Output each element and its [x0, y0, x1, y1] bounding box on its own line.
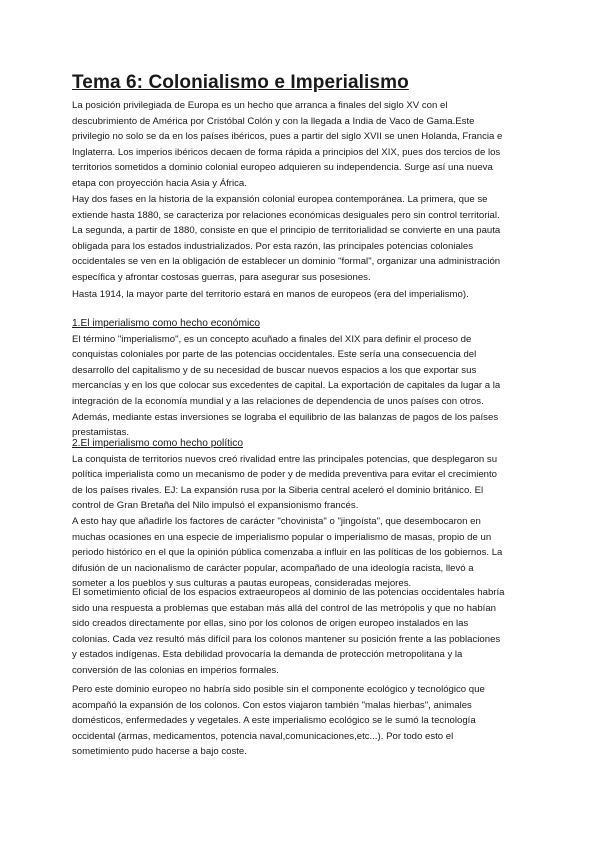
- text-line: sometimiento pudo hacerse a bajo coste.: [72, 746, 247, 758]
- text-line: domésticos, enfermedades y vegetales. A este imperialismo ecológico se le sumó la tecnología: [72, 715, 476, 727]
- text-line: acompañó la expansión de los colonos. Con estos viajaron también "malas hierbas", animales: [72, 699, 472, 711]
- text-line: extiende hasta 1880, se caracteriza por relaciones económicas desiguales pero sin control territorial.: [72, 209, 500, 221]
- text-line: colonias. Cada vez resultó más difícil para los colonos mantener su posición frente a las poblaciones: [72, 633, 501, 645]
- paragraph-phases: [72, 192, 532, 286]
- text-line: occidental (armas, medicamentos, potencia naval,comunicaciones,etc...). Por todo esto el: [72, 730, 454, 742]
- paragraph-1914: [72, 287, 532, 303]
- text-line: prestamistas.: [72, 427, 130, 439]
- section-economic: [72, 316, 532, 441]
- section-heading-political: 2.El imperialismo como hecho político: [72, 438, 243, 449]
- text-line: y estados indígenas. Esta debilidad provocaría la demanda de protección metropolitana y la: [72, 649, 463, 661]
- text-line: específica y afrontar costosas guerras, para asegurar sus posesiones.: [72, 271, 371, 283]
- text-line: control de Gran Bretaña del Nilo impulsó el expansionismo francés.: [72, 500, 359, 512]
- document-title: Tema 6: Colonialismo e Imperialismo: [72, 72, 409, 93]
- text-line: conversión de las colonias en imperios formales.: [72, 664, 279, 676]
- text-line: privilegio no solo se da en los países ibéricos, pues a partir del siglo XVII se unen Holanda, Francia e: [72, 131, 503, 143]
- text-line: conquistas coloniales por parte de las potencias occidentales. Este sería una consecuencia del: [72, 349, 477, 361]
- text-line: La posición privilegiada de Europa es un hecho que arranca a finales del siglo XV con el: [72, 100, 448, 111]
- text-line: Pero este dominio europeo no habría sido posible sin el componente ecológico y tecnológico que: [72, 684, 485, 695]
- text-line: La conquista de territorios nuevos creó rivalidad entre las principales potencias, que desplegaron su: [72, 453, 498, 465]
- paragraph-subjugation: [72, 585, 532, 679]
- text-line: política imperialista como un mecanismo de poder y de medida preventiva para evitar el crecimiento: [72, 469, 497, 481]
- text-line: A esto hay que añadirle los factores de carácter "chovinista" o "jingoísta", que desembocaron en: [72, 515, 481, 527]
- text-line: sido una respuesta a problemas que estaban más allá del control de las metrópolis y que no habían: [72, 602, 496, 614]
- text-line: La segunda, a partir de 1880, consiste en que el principio de territorialidad se convierte en una pauta: [72, 225, 501, 237]
- text-line: Además, mediante estas inversiones se lograba el equilibrio de las balanzas de pagos de los países: [72, 411, 499, 423]
- text-line: difusión de un nacionalismo de carácter popular, acompañado de una ideología racista, llevó a: [72, 562, 474, 574]
- text-line: sido creados directamente por ellas, sino por los colonos de origen europeo instalados en las: [72, 618, 469, 630]
- text-line: desarrollo del capitalismo y de su necesidad de buscar nuevos espacios a los que exportar sus: [72, 364, 477, 376]
- text-line: etapa con proyección hacia Asia y África.: [72, 177, 247, 189]
- text-line: mercancías y en los que colocar sus excedentes de capital. La exportación de capitales da lugar a la: [72, 380, 501, 392]
- section-heading-economic: 1.El imperialismo como hecho económico: [72, 318, 260, 329]
- text-line: de los países rivales. EJ: La expansión rusa por la Siberia central aceleró el dominio británico. El: [72, 484, 484, 496]
- text-line: Hay dos fases en la historia de la expansión colonial europea contemporánea. La primera, que se: [72, 194, 488, 205]
- text-line: integración de la economía mundial y a las relaciones de dependencia de unos países con otros.: [72, 395, 484, 407]
- text-line: territorios sometidos a dominio colonial europeo adquieren su independencia. Surge así una nueva: [72, 162, 493, 174]
- text-line: Inglaterra. Los imperios ibéricos decaen de forma rápida a principios del XIX, pues dos tercios de los: [72, 146, 501, 158]
- text-line: occidentales se ven en la obligación de establecer un dominio "formal", organizar una administración: [72, 256, 501, 268]
- text-line: Hasta 1914, la mayor parte del territorio estará en manos de europeos (era del imperialismo).: [72, 289, 469, 300]
- text-line: someter a los pueblos y sus culturas a pautas europeas, consideradas mejores.: [72, 578, 412, 590]
- text-line: periodo histórico en el que la opinión pública comenzaba a influir en las políticas de los gobiernos. La: [72, 547, 503, 559]
- text-line: descubrimiento de América por Cristóbal Colón y con la llegada a India de Vaco de Gama.Este: [72, 115, 475, 127]
- text-line: obligada para los estados industrializados. Por esta razón, las principales potencias coloniales: [72, 240, 474, 252]
- text-line: muchas ocasiones en una especie de imperialismo popular o imperialismo de masas, propio de un: [72, 531, 492, 543]
- text-line: El sometimiento oficial de los espacios extraeuropeos al dominio de las potencias occidentales habría: [72, 587, 505, 598]
- paragraph-ecological: [72, 682, 532, 760]
- section-political: [72, 436, 532, 592]
- paragraph-intro: [72, 98, 532, 192]
- text-line: El término "imperialismo", es un concepto acuñado a finales del XIX para definir el proceso de: [72, 333, 472, 345]
